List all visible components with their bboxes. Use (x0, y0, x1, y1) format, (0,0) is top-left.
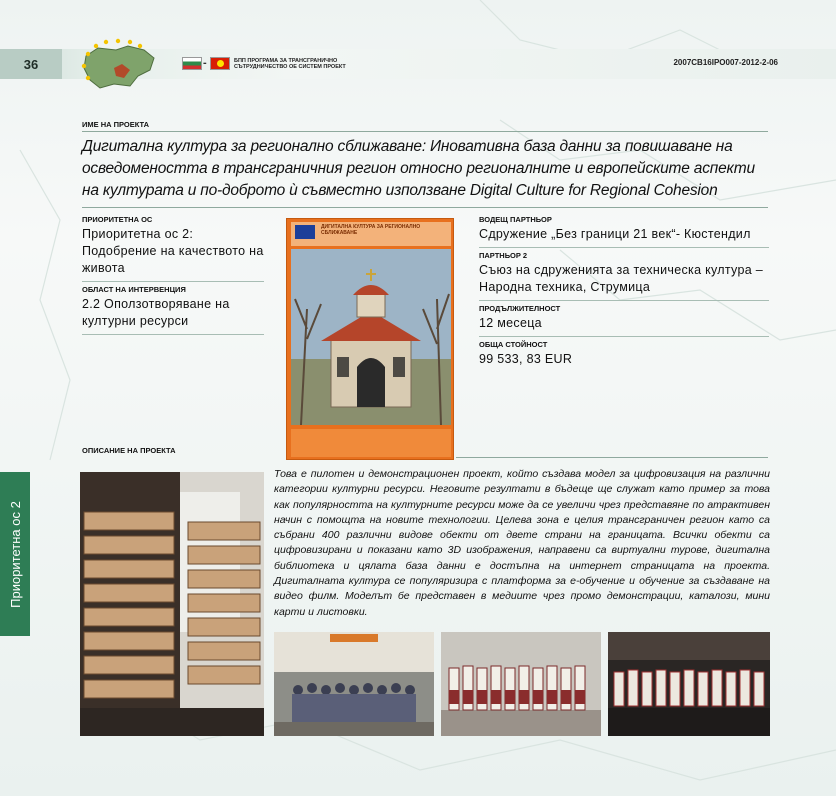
folk-dance-group-photo (608, 632, 770, 736)
cover-footer-band (291, 429, 451, 457)
lead-partner-value: Сдружение „Без граници 21 век“- Кюстендил (479, 227, 751, 241)
project-name-bottom-rule (82, 207, 768, 208)
duration-field (479, 301, 769, 337)
lead-partner-label: ВОДЕЩ ПАРТНЬОР (479, 215, 552, 224)
project-name-rule (82, 131, 768, 132)
chapel-photo (291, 249, 451, 425)
folk-choir-photo (441, 632, 601, 736)
duration-value: 12 месеца (479, 316, 542, 330)
left-fields (82, 212, 264, 335)
page-number: 36 (0, 49, 62, 79)
project-name: Дигитална култура за регионално сближаване: Иновативна база данни за повишаване на осведомеността в трансграничния регион относно регионалните и европейските аспекти на културата и по-доброто ѝ съвместно използване Digital Culture for Regional Cohesion (82, 138, 755, 199)
intervention-area-value: 2.2 Оползотворяване на културни ресурси (82, 297, 230, 328)
priority-axis-label: ПРИОРИТЕТНА ОС (82, 215, 153, 224)
total-value-field (479, 337, 769, 372)
group-photo-outside-building (274, 632, 434, 736)
description-rule (456, 457, 768, 458)
priority-axis-value: Приоритетна ос 2: Подобрение на качеството на живота (82, 227, 264, 275)
macedonia-flag-icon (210, 57, 230, 70)
total-value-value: 99 533, 83 EUR (479, 352, 573, 366)
project-code: 2007CB16IPO007-2012-2-06 (673, 58, 778, 67)
partner-2-field (479, 248, 769, 301)
cover-title: ДИГИТАЛНА КУЛТУРА ЗА РЕГИОНАЛНО СБЛИЖАВАНЕ (321, 224, 421, 236)
total-value-label: ОБЩА СТОЙНОСТ (479, 340, 548, 349)
priority-axis-field (82, 212, 264, 282)
lead-partner-field (479, 212, 769, 248)
right-fields (479, 212, 769, 372)
bulgaria-map-logo-icon (78, 38, 160, 92)
partner-2-value: Съюз на сдруженията за техническа култура – Народна техника, Струмица (479, 263, 763, 294)
duration-label: ПРОДЪЛЖИТЕЛНОСТ (479, 304, 561, 313)
side-tab-label: Приоритетна ос 2 (7, 500, 23, 608)
postcard-racks-photo (80, 472, 264, 736)
priority-axis-side-tab (0, 472, 30, 636)
eu-flag-icon (295, 225, 315, 239)
intervention-area-field (82, 282, 264, 335)
program-title: БПП ПРОГРАМА ЗА ТРАНСГРАНИЧНО СЪТРУДНИЧЕСТВО ОЕ СИСТЕМ ПРОЕКТ (234, 58, 346, 70)
flag-separator: - (203, 57, 207, 69)
description-label: ОПИСАНИЕ НА ПРОЕКТА (82, 446, 176, 455)
brochure-cover-image (286, 218, 454, 460)
project-name-label: ИМЕ НА ПРОЕКТА (82, 120, 150, 129)
intervention-area-label: ОБЛАСТ НА ИНТЕРВЕНЦИЯ (82, 285, 186, 294)
bulgaria-flag-icon (182, 57, 202, 70)
partner-2-label: ПАРТНЬОР 2 (479, 251, 528, 260)
description-text: Това е пилотен и демонстрационен проект, който създава модел за цифровизация на различни категории културни ресурси. Неговите резултати в бъдеще ще служат като пример за това как популярността на културните ресурси може да се увеличи чрез представяне по атрактивен начин с помощта на новите технологии. Целева зона е целия трансграничен регион като са събрани 400 различни видове обекти от двете страни на границата. Всички обекти са цифровизирани и показани като 3D изображения, направени са виртуални турове, дигитална библиотека и цялата база данни е достъпна на интернет страницата на проекта. Дигиталната култура се популяризира с платформа за е-обучение и обучение за създаване на видео филм. Моделът бе представен в медиите чрез промо демонстрации, каталози, мини карти и листовки. (274, 468, 770, 618)
